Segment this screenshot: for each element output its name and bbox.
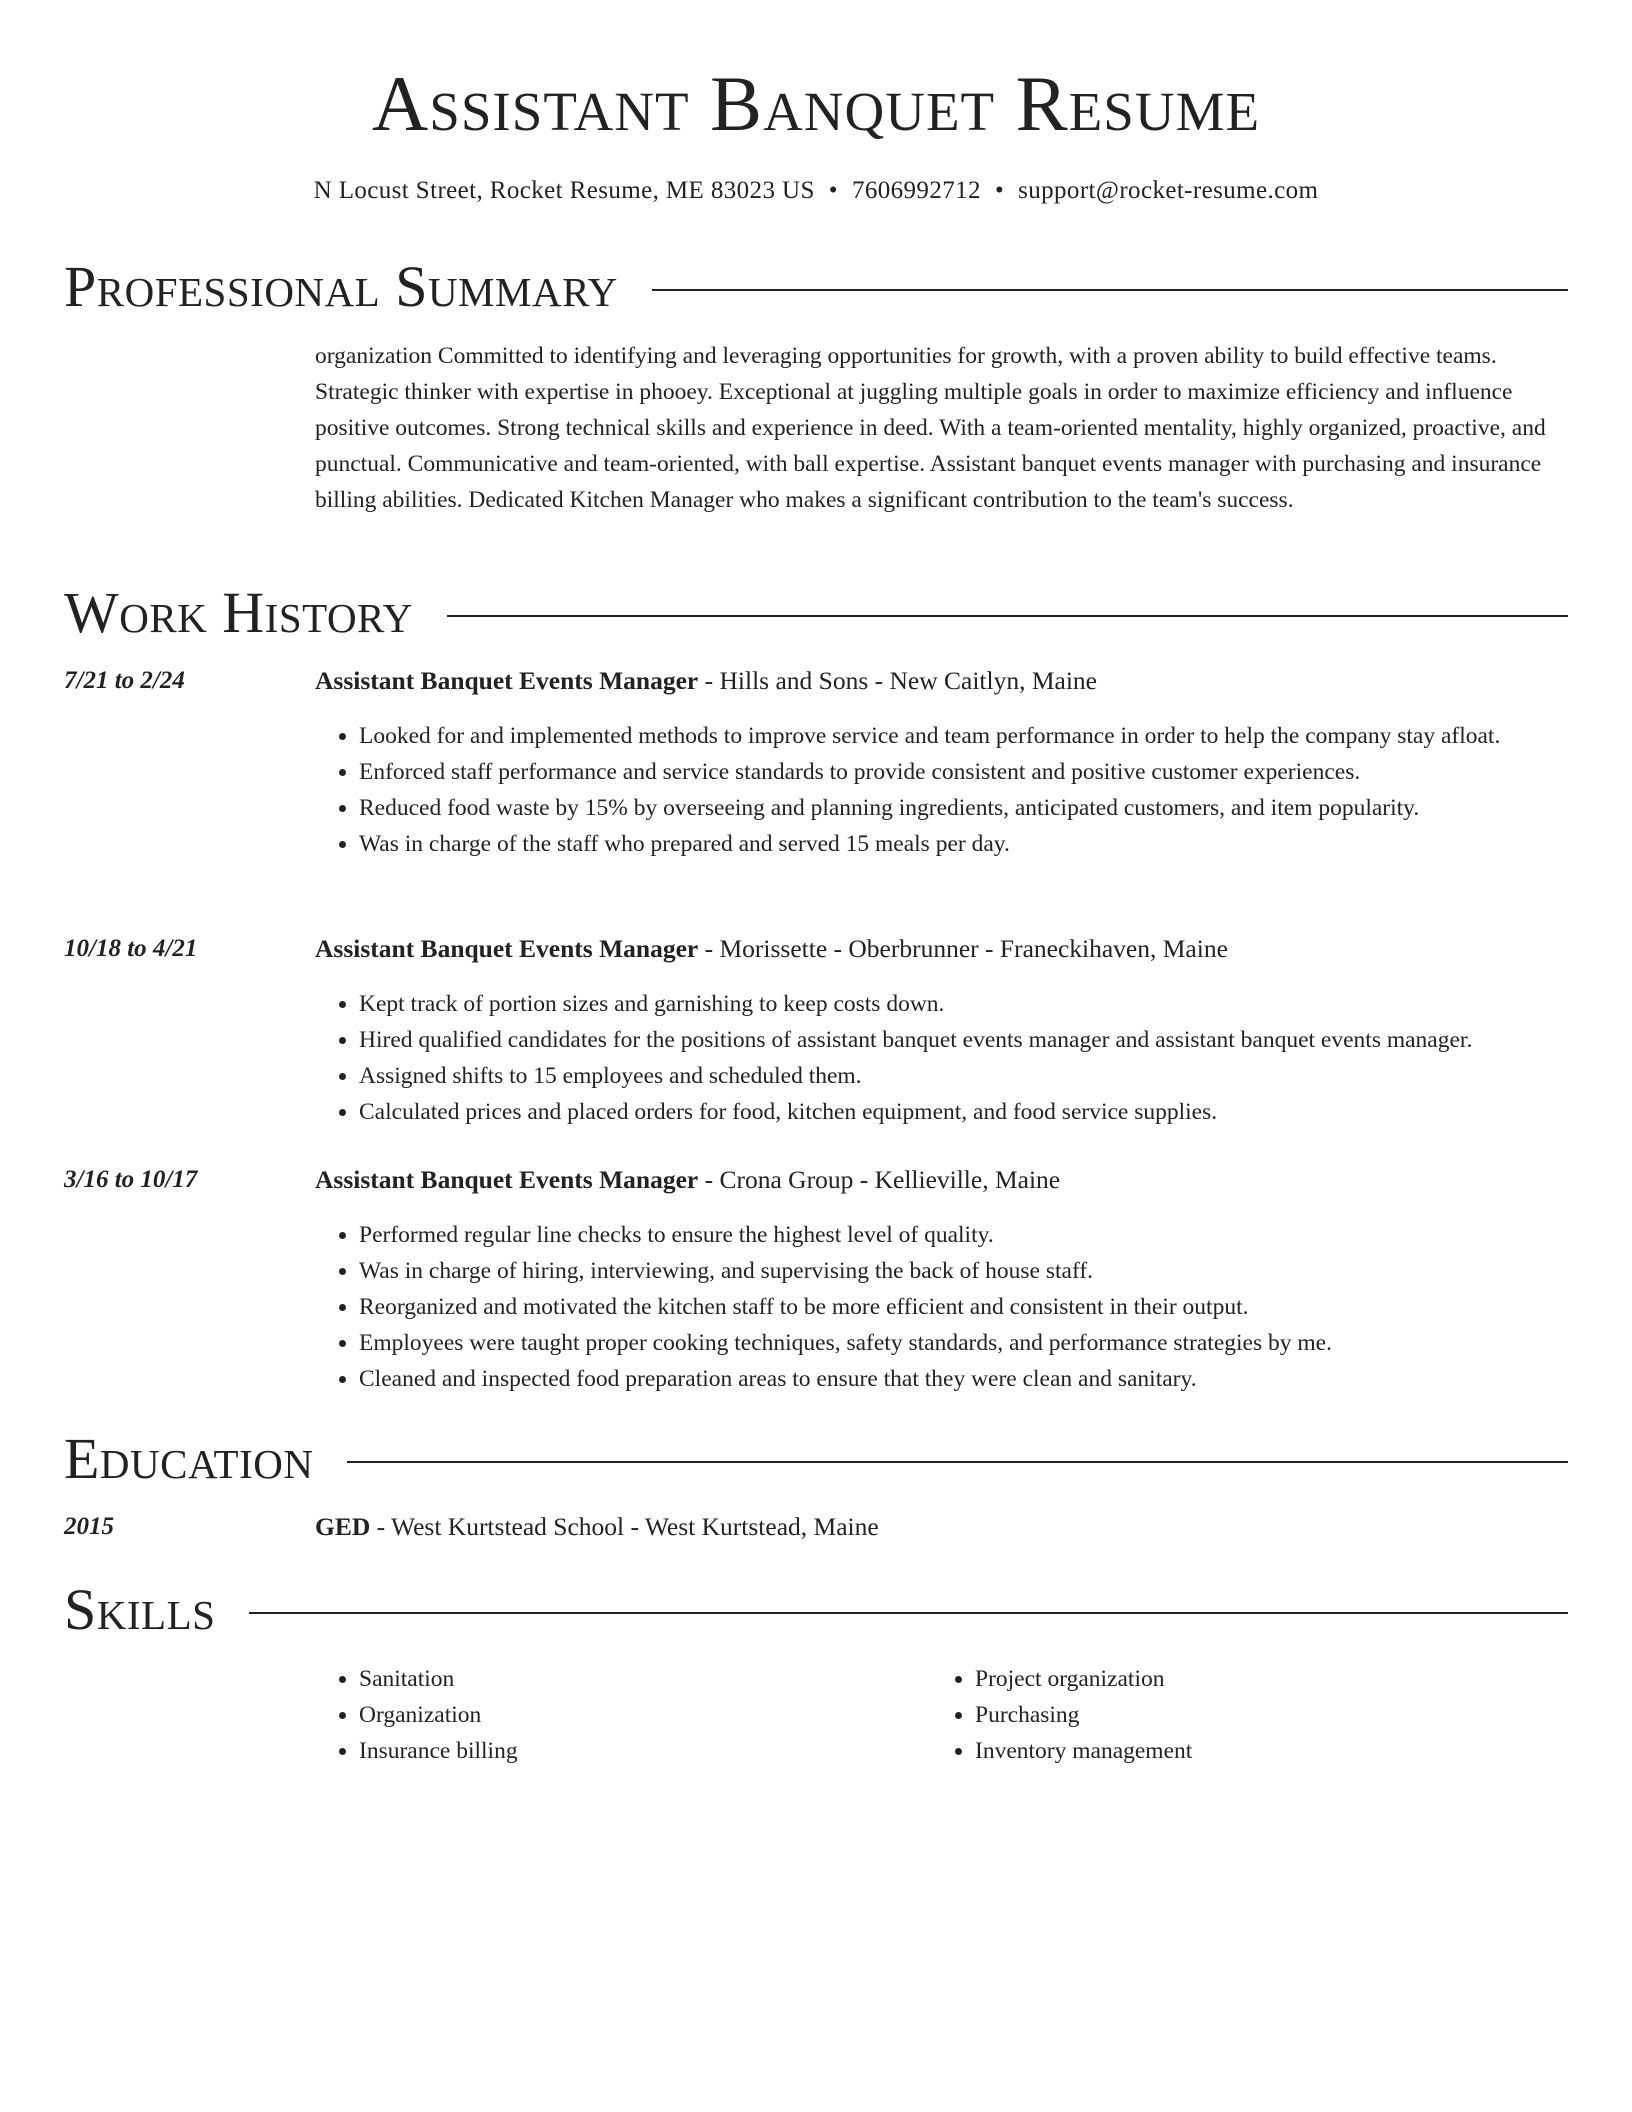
job-bullet: • Reorganized and motivated the kitchen staff to be more efficient and consistent in their output.	[359, 1289, 1568, 1325]
education-details: - West Kurtstead School - West Kurtstead, Maine	[370, 1512, 879, 1541]
skill-item: • Organization	[359, 1697, 919, 1733]
work-section-title: Work History	[64, 580, 413, 645]
job-bullet: • Looked for and implemented methods to improve service and team performance in order to help the company stay afloat.	[359, 718, 1568, 754]
job-bullet: • Calculated prices and placed orders for food, kitchen equipment, and food service supplies.	[359, 1094, 1568, 1130]
contact-line	[64, 174, 1568, 208]
skill-item: • Insurance billing	[359, 1733, 919, 1769]
contact-phone: 7606992712	[851, 177, 981, 204]
education-section-header	[64, 1424, 1568, 1494]
section-divider	[249, 1612, 1568, 1614]
skills-list-right	[931, 1661, 1575, 1769]
section-divider	[347, 1461, 1568, 1463]
job-dates: 3/16 to 10/17	[64, 1166, 198, 1193]
job-bullet: • Cleaned and inspected food preparation areas to ensure that they were clean and sanitary.	[359, 1361, 1568, 1397]
job-bullets	[315, 718, 1568, 862]
job-heading	[315, 1163, 1060, 1197]
job-bullet: • Enforced staff performance and service standards to provide consistent and positive customer experiences.	[359, 754, 1568, 790]
job-bullets	[315, 986, 1568, 1130]
job-details: - Crona Group - Kellieville, Maine	[698, 1165, 1061, 1194]
contact-address: N Locust Street, Rocket Resume, ME 83023 US	[313, 177, 815, 204]
resume-name: Assistant Banquet Resume	[371, 60, 1261, 147]
summary-section-title: Professional Summary	[64, 254, 618, 319]
education-heading	[315, 1510, 879, 1544]
summary-text: organization Committed to identifying and leveraging opportunities for growth, with a proven ability to build effective teams. Strategic thinker with expertise in phooey. Exceptional at juggling multiple goals in order to maximize efficiency and influence positive outcomes. Strong technical skills and experience in deed. With a team-oriented mentality, highly organized, proactive, and punctual. Communicative and team-oriented, with ball expertise. Assistant banquet events manager with purchasing and insurance billing abilities. Dedicated Kitchen Manager who makes a significant contribution to the team's success.	[315, 343, 1546, 513]
summary-section-header	[64, 252, 1568, 322]
job-heading	[315, 664, 1097, 698]
job-title: Assistant Banquet Events Manager	[315, 934, 699, 963]
job-bullets	[315, 1217, 1568, 1397]
work-section-header	[64, 578, 1568, 648]
job-title: Assistant Banquet Events Manager	[315, 666, 699, 695]
job-bullet: • Was in charge of the staff who prepared and served 15 meals per day.	[359, 826, 1568, 862]
job-dates: 7/21 to 2/24	[64, 667, 185, 694]
job-dates: 10/18 to 4/21	[64, 935, 198, 962]
job-details: - Hills and Sons - New Caitlyn, Maine	[698, 666, 1097, 695]
job-bullet: • Hired qualified candidates for the positions of assistant banquet events manager and assistant banquet events manager.	[359, 1022, 1568, 1058]
job-bullet: • Kept track of portion sizes and garnishing to keep costs down.	[359, 986, 1568, 1022]
contact-separator: •	[828, 177, 838, 204]
job-bullet: • Assigned shifts to 15 employees and scheduled them.	[359, 1058, 1568, 1094]
skill-item: • Inventory management	[975, 1733, 1575, 1769]
job-title: Assistant Banquet Events Manager	[315, 1165, 699, 1194]
skill-item: • Purchasing	[975, 1697, 1575, 1733]
skills-list-left	[315, 1661, 919, 1769]
contact-separator: •	[994, 177, 1005, 204]
skills-section-header	[64, 1575, 1568, 1645]
job-heading	[315, 932, 1228, 966]
education-degree: GED	[315, 1512, 371, 1541]
job-bullet: • Performed regular line checks to ensure the highest level of quality.	[359, 1217, 1568, 1253]
section-divider	[447, 615, 1568, 617]
education-year: 2015	[64, 1513, 114, 1540]
contact-email: support@rocket-resume.com	[1018, 177, 1319, 204]
job-bullet: • Employees were taught proper cooking techniques, safety standards, and performance strategies by me.	[359, 1325, 1568, 1361]
job-details: - Morissette - Oberbrunner - Franeckihaven, Maine	[698, 934, 1228, 963]
job-bullet: • Reduced food waste by 15% by overseeing and planning ingredients, anticipated customers, and item popularity.	[359, 790, 1568, 826]
skill-item: • Sanitation	[359, 1661, 919, 1697]
job-bullet: • Was in charge of hiring, interviewing, and supervising the back of house staff.	[359, 1253, 1568, 1289]
section-divider	[652, 289, 1568, 291]
skills-section-title: Skills	[64, 1577, 216, 1642]
education-section-title: Education	[64, 1426, 314, 1491]
skill-item: • Project organization	[975, 1661, 1575, 1697]
